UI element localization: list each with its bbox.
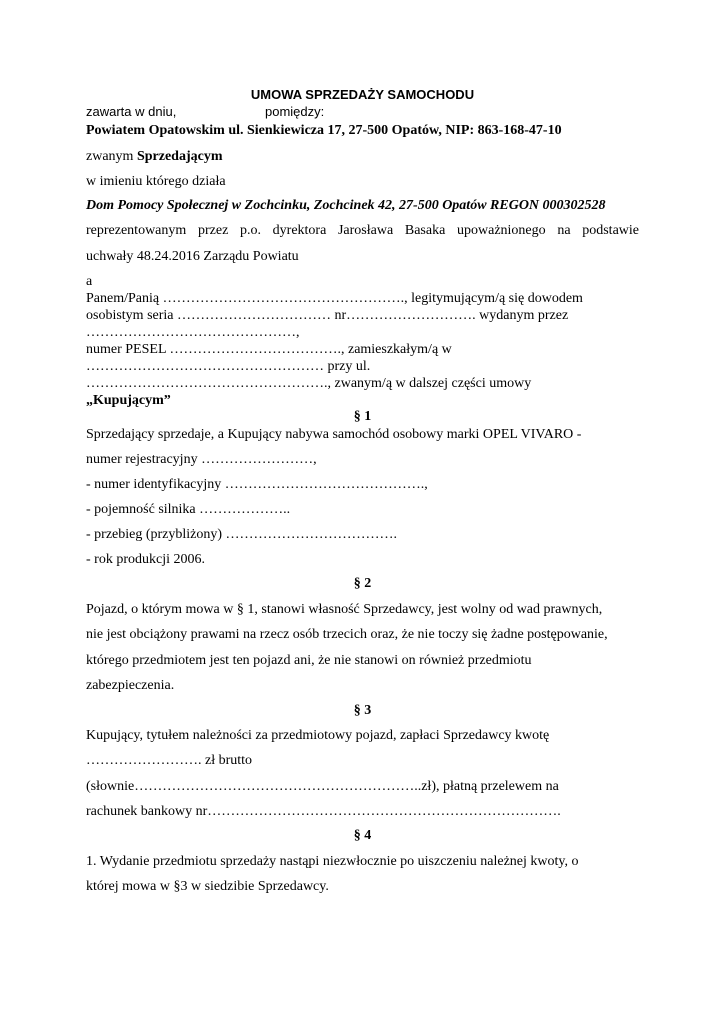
section-1-item: - numer identyfikacyjny …………………………………….,: [86, 477, 428, 492]
buyer-line-3: ………………………………………,: [86, 325, 300, 340]
section-2-line: zabezpieczenia.: [86, 678, 175, 693]
section-4-line: której mowa w §3 w siedzibie Sprzedawcy.: [86, 879, 329, 894]
buyer-called: „Kupującym”: [86, 393, 171, 408]
represented-line-2: uchwały 48.24.2016 Zarządu Powiatu: [86, 249, 299, 264]
seller-unit: Dom Pomocy Społecznej w Zochcinku, Zochcinek 42, 27-500 Opatów REGON 000302528: [86, 198, 606, 213]
section-3-line: Kupujący, tytułem należności za przedmiotowy pojazd, zapłaci Sprzedawcy kwotę: [86, 728, 550, 743]
section-2-line: nie jest obciążony prawami na rzecz osób trzecich oraz, że nie toczy się żadne postępowanie,: [86, 627, 608, 642]
section-3-line: (słownie……………………………………………………..zł), płatną przelewem na: [86, 779, 559, 794]
seller-called-name: Sprzedającym: [136, 149, 223, 164]
section-4-heading: § 4: [353, 828, 372, 843]
section-1-item: numer rejestracyjny ……………………,: [86, 452, 317, 467]
section-3-heading: § 3: [353, 703, 372, 718]
section-1-item: - przebieg (przybliżony) ……………………………….: [86, 527, 398, 542]
concluded-on-label: zawarta w dniu,: [86, 104, 177, 119]
seller-name: Powiatem Opatowskim ul. Sienkiewicza 17, 27-500 Opatów, NIP: 863-168-47-10: [86, 123, 562, 138]
buyer-line-1: Panem/Panią ……………………………………………., legitymującym/ą się dowodem: [86, 291, 583, 306]
represented-line-1: reprezentowanym przez p.o. dyrektora Jarosława Basaka upoważnionego na podstawie: [86, 223, 639, 238]
section-1-heading: § 1: [353, 409, 372, 424]
section-2-heading: § 2: [353, 576, 372, 591]
document-title: UMOWA SPRZEDAŻY SAMOCHODU: [250, 87, 475, 102]
on-behalf-text: w imieniu którego działa: [86, 174, 226, 189]
section-2-line: którego przedmiotem jest ten pojazd ani, że nie stanowi on również przedmiotu: [86, 653, 532, 668]
buyer-line-4: numer PESEL ………………………………., zamieszkałym/ą w: [86, 342, 452, 357]
buyer-line-2: osobistym seria …………………………… nr………………………. wydanym przez: [86, 308, 569, 323]
section-1-item: - rok produkcji 2006.: [86, 552, 205, 567]
seller-called-prefix: zwanym: [86, 149, 137, 164]
buyer-conjunction: a: [86, 274, 93, 289]
section-1-item: - pojemność silnika ………………..: [86, 502, 291, 517]
buyer-line-5: …………………………………………… przy ul.: [86, 359, 371, 374]
section-4-line: 1. Wydanie przedmiotu sprzedaży nastąpi niezwłocznie po uiszczeniu należnej kwoty, o: [86, 854, 579, 869]
seller-called: [86, 148, 222, 166]
section-3-line: rachunek bankowy nr………………………………………………………………….: [86, 804, 561, 819]
section-2-line: Pojazd, o którym mowa w § 1, stanowi własność Sprzedawcy, jest wolny od wad prawnych,: [86, 602, 603, 617]
between-label: pomiędzy:: [265, 104, 325, 119]
section-3-line: ……………………. zł brutto: [86, 753, 253, 768]
buyer-line-6: ……………………………………………., zwanym/ą w dalszej części umowy: [86, 376, 532, 391]
section-1-intro: Sprzedający sprzedaje, a Kupujący nabywa samochód osobowy marki OPEL VIVARO -: [86, 427, 582, 442]
